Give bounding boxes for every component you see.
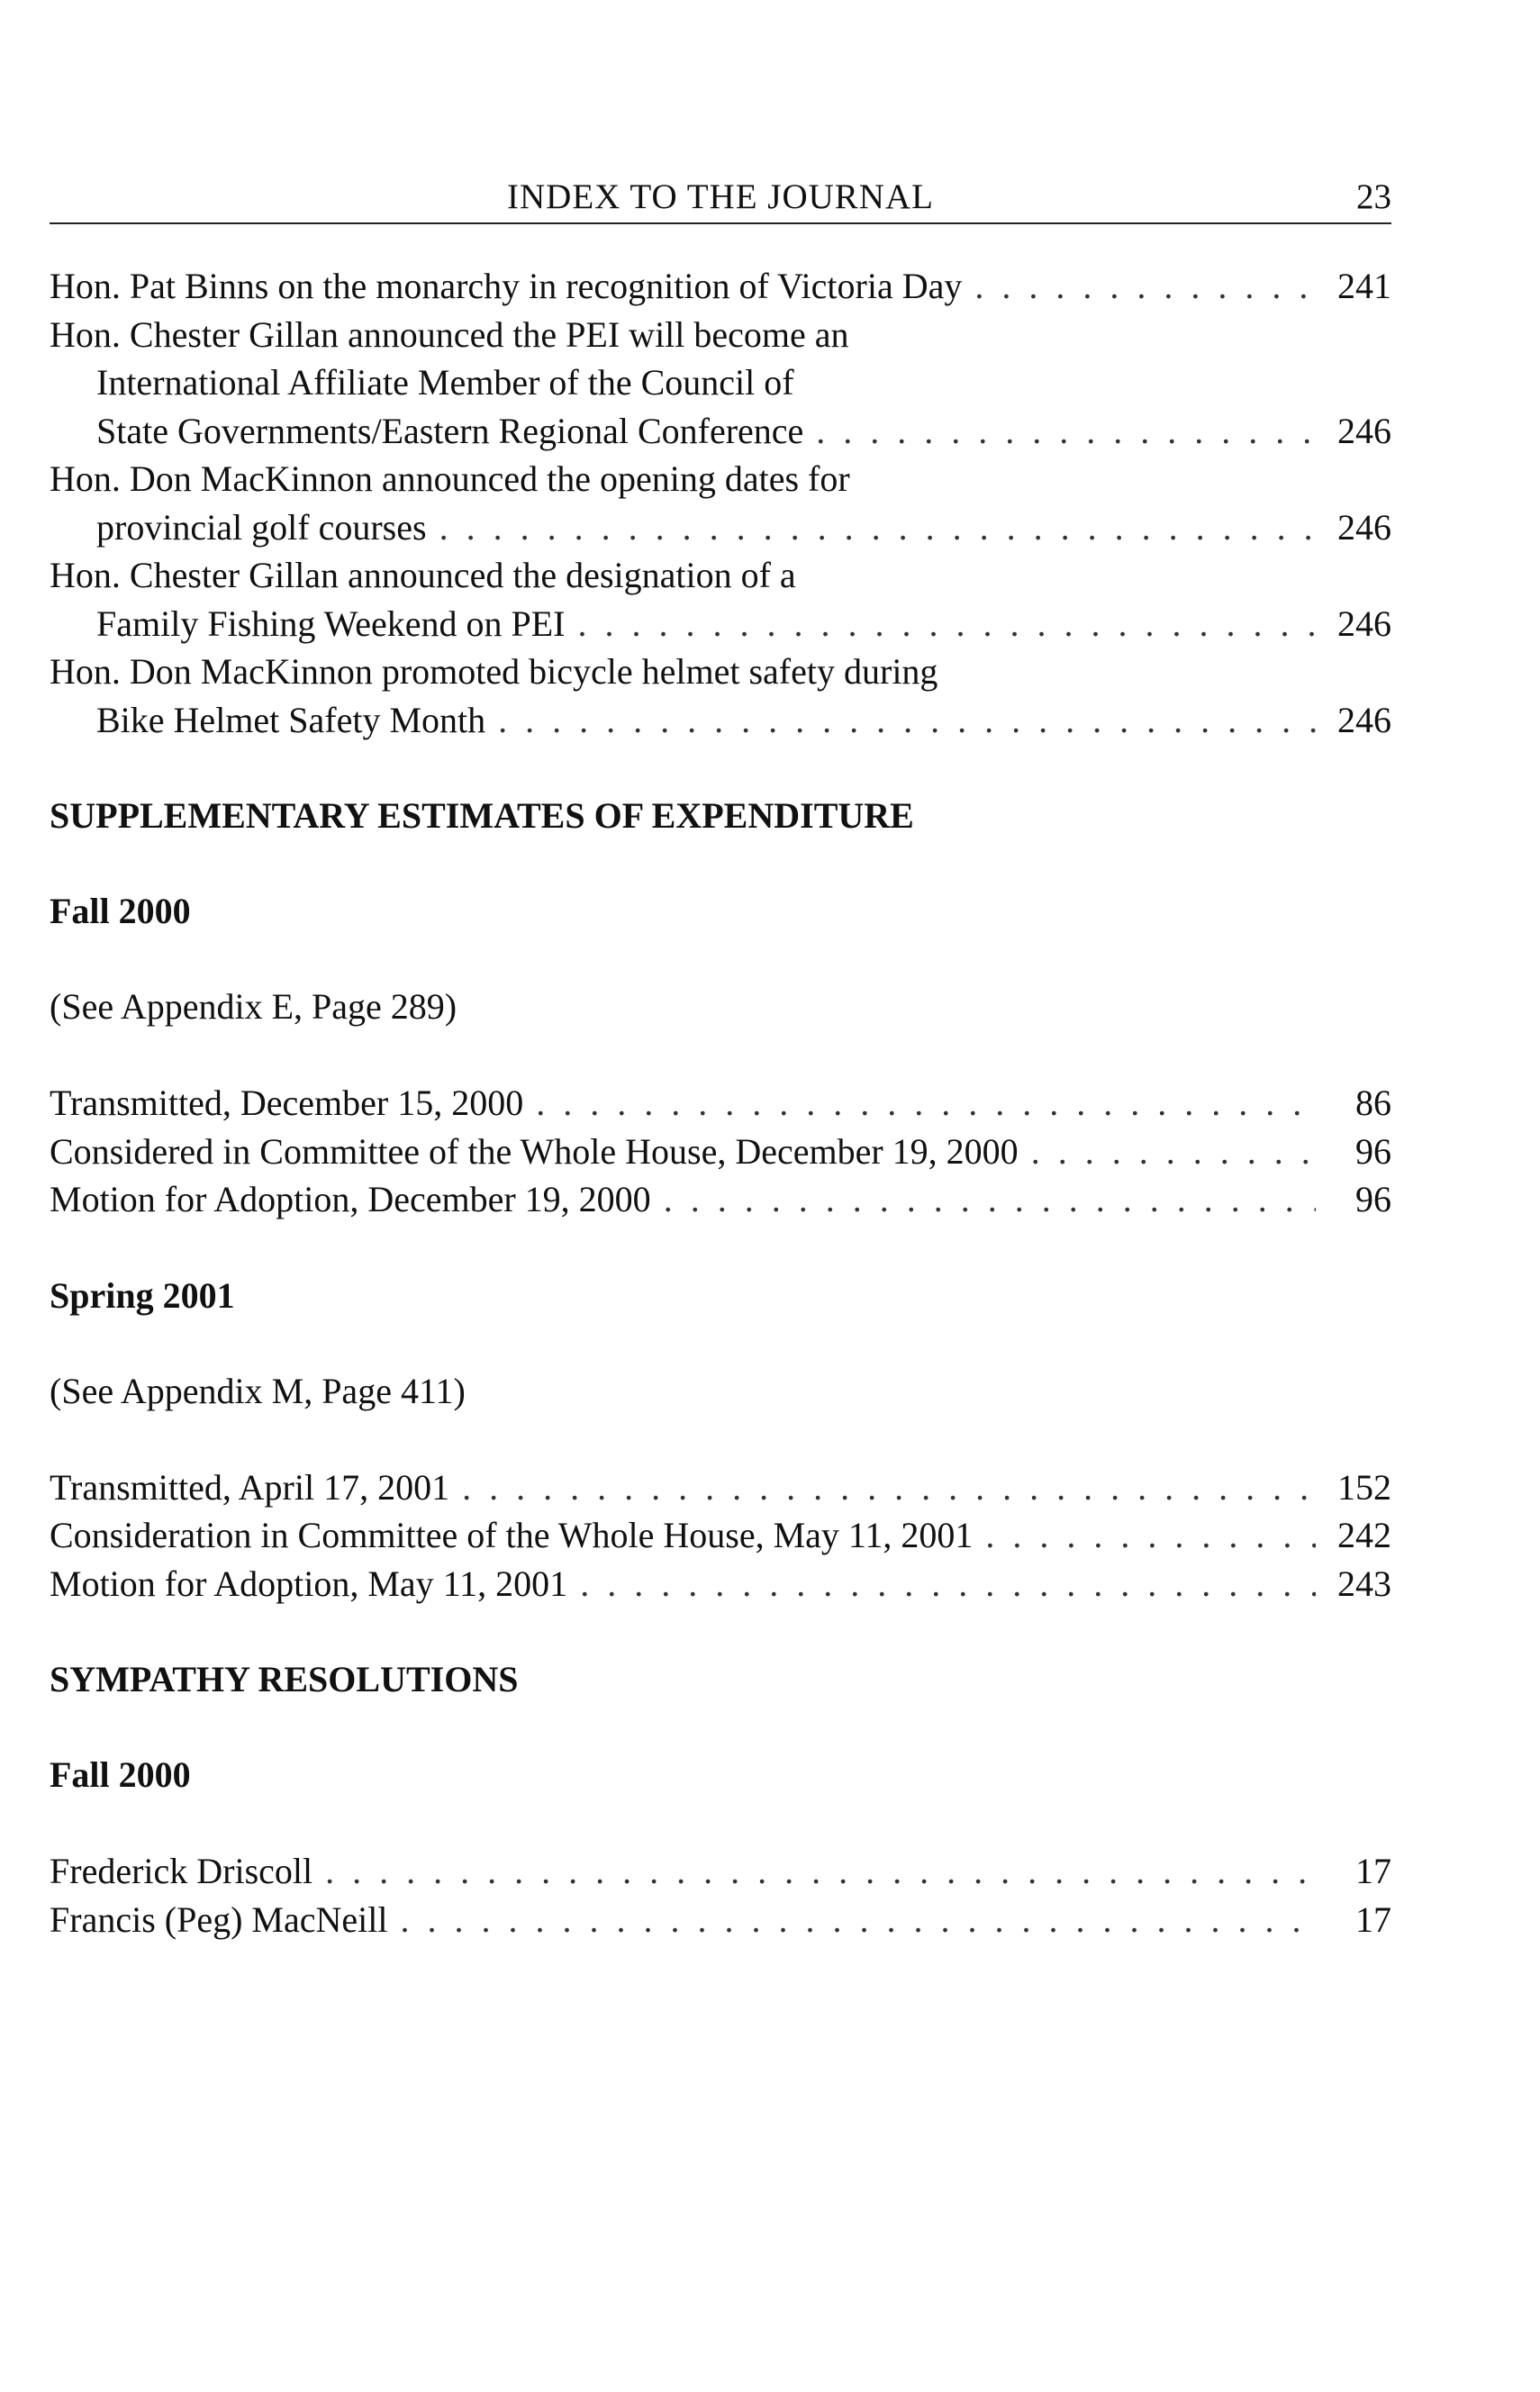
entry-page: 241	[1337, 266, 1391, 306]
entry-text: Hon. Pat Binns on the monarchy in recognition of Victoria Day	[50, 266, 963, 306]
entry-page: 243	[1337, 1563, 1391, 1604]
appendix-note: (See Appendix E, Page 289)	[50, 986, 457, 1027]
entry-page: 246	[1337, 603, 1391, 644]
subsection-heading: Fall 2000	[50, 891, 191, 931]
index-entry	[50, 262, 1391, 311]
index-entry	[50, 1511, 1391, 1560]
entry-page: 152	[1337, 1466, 1391, 1508]
entry-text: Bike Helmet Safety Month	[96, 699, 486, 740]
index-page	[50, 176, 1391, 1944]
entry-text: Hon. Chester Gillan announced the PEI will become an	[50, 313, 849, 355]
index-entry	[50, 455, 1391, 551]
index-entry	[50, 648, 1391, 744]
entry-text: Transmitted, April 17, 2001	[50, 1466, 450, 1508]
index-entry	[50, 1079, 1391, 1128]
entry-page: 242	[1337, 1515, 1391, 1555]
subsection-heading: Fall 2000	[50, 1754, 191, 1795]
entry-page: 86	[1355, 1083, 1391, 1123]
entry-text: Frederick Driscoll	[50, 1851, 313, 1891]
dot-leader	[577, 600, 1316, 648]
page-title: INDEX TO THE JOURNAL	[507, 177, 934, 216]
entry-text: Hon. Chester Gillan announced the designation of a	[50, 555, 796, 595]
page-header	[50, 176, 1391, 224]
entry-text: Family Fishing Weekend on PEI	[96, 603, 566, 644]
entry-page: 96	[1355, 1130, 1391, 1172]
entry-text: International Affiliate Member of the Council of	[96, 362, 794, 403]
dot-leader	[1031, 1128, 1316, 1176]
entry-page: 17	[1355, 1898, 1391, 1940]
index-entry	[50, 311, 1391, 456]
entry-text: Hon. Don MacKinnon promoted bicycle helmet safety during	[50, 651, 938, 692]
dot-leader	[664, 1175, 1316, 1224]
entry-text: State Governments/Eastern Regional Conference	[96, 410, 804, 451]
entry-text: Transmitted, December 15, 2000	[50, 1083, 524, 1123]
entry-page: 246	[1337, 506, 1391, 548]
dot-leader	[439, 503, 1316, 552]
index-entry	[50, 1896, 1391, 1944]
section-heading: SYMPATHY RESOLUTIONS	[50, 1659, 519, 1699]
subsection-heading: Spring 2001	[50, 1274, 235, 1316]
ministerial-statements-list	[50, 262, 1391, 744]
dot-leader	[974, 262, 1316, 311]
dot-leader	[400, 1896, 1316, 1944]
dot-leader	[462, 1463, 1316, 1512]
index-entry	[50, 1560, 1391, 1608]
entry-page: 246	[1337, 410, 1391, 451]
entry-text: Considered in Committee of the Whole House, December 19, 2000	[50, 1130, 1019, 1172]
entry-page: 17	[1355, 1851, 1391, 1891]
dot-leader	[985, 1511, 1316, 1560]
index-entry	[50, 1128, 1391, 1176]
index-entry	[50, 1463, 1391, 1512]
dot-leader	[498, 696, 1316, 745]
section-heading: SUPPLEMENTARY ESTIMATES OF EXPENDITURE	[50, 795, 914, 836]
entry-text: Motion for Adoption, May 11, 2001	[50, 1563, 568, 1604]
appendix-note: (See Appendix M, Page 411)	[50, 1370, 466, 1411]
index-entry	[50, 1175, 1391, 1224]
dot-leader	[816, 407, 1316, 456]
entry-text: Consideration in Committee of the Whole House, May 11, 2001	[50, 1515, 974, 1555]
page-number: 23	[1356, 177, 1391, 216]
entry-page: 246	[1337, 699, 1391, 740]
index-entry	[50, 1847, 1391, 1896]
entry-text: provincial golf courses	[96, 506, 427, 548]
index-entry	[50, 551, 1391, 648]
entry-text: Hon. Don MacKinnon announced the opening dates for	[50, 458, 850, 499]
entry-text: Motion for Adoption, December 19, 2000	[50, 1179, 651, 1219]
entry-text: Francis (Peg) MacNeill	[50, 1898, 388, 1940]
dot-leader	[325, 1847, 1316, 1896]
dot-leader	[580, 1560, 1316, 1608]
entry-page: 96	[1355, 1179, 1391, 1219]
dot-leader	[536, 1079, 1316, 1128]
